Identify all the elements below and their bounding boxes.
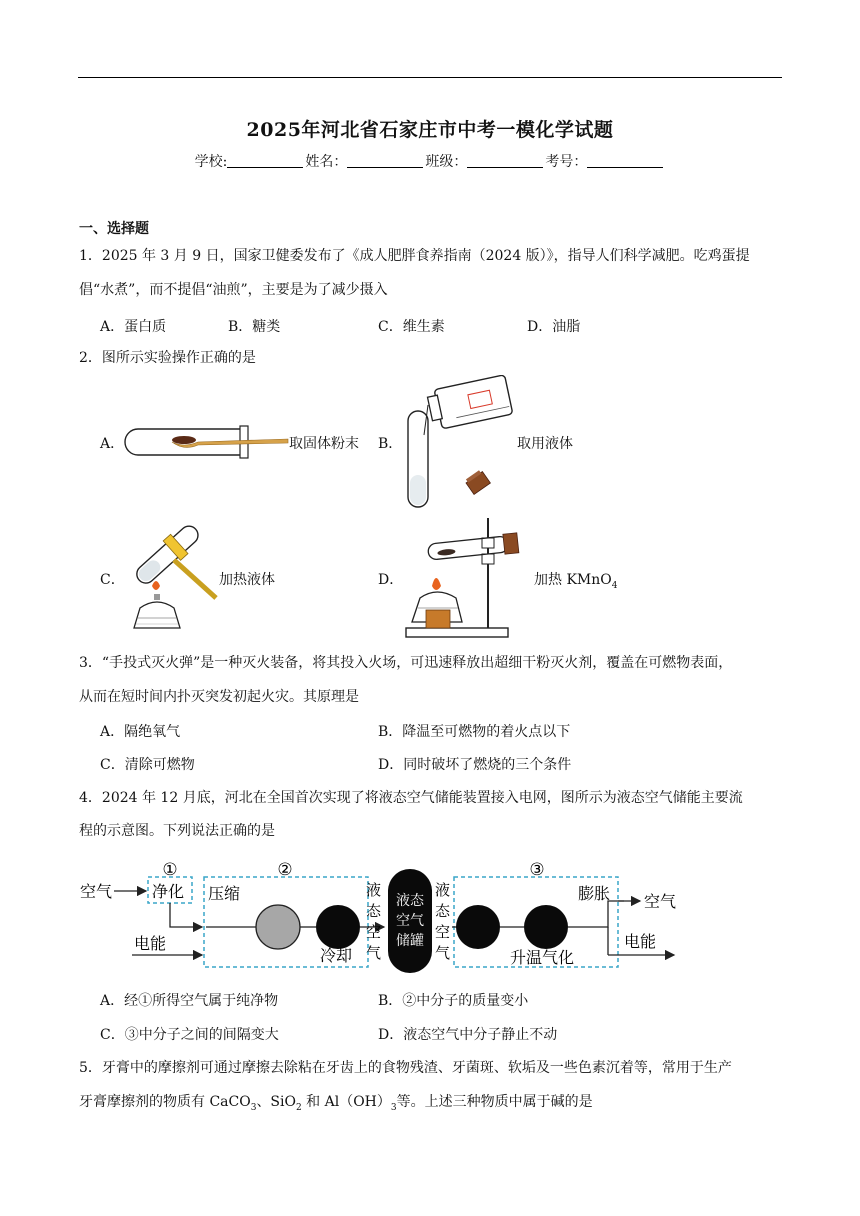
school-blank[interactable] (227, 154, 303, 168)
q3-option-d[interactable]: D．同时破坏了燃烧的三个条件 (378, 757, 572, 773)
q1-stem-line1: 1．2025 年 3 月 9 日，国家卫健委发布了《成人肥胖食养指南（2024 版）》，指导人们科学减肥。吃鸡蛋提 (79, 248, 750, 264)
class-blank[interactable] (467, 154, 543, 168)
exam-number-label: 考号： (545, 154, 588, 170)
q4-option-a[interactable]: A．经①所得空气属于纯净物 (100, 993, 279, 1009)
q1-option-a[interactable]: A．蛋白质 (100, 319, 167, 335)
purify-label: 净化 (152, 882, 185, 901)
q1-option-c[interactable]: C．维生素 (378, 319, 445, 335)
diagram-label-1: ① (162, 860, 178, 880)
class-label: 班级： (425, 154, 468, 170)
diagram-label-3: ③ (529, 860, 545, 880)
q5-text-a: 牙膏摩擦剂的物质有 CaCO (79, 1094, 251, 1110)
q2-image-a-test-tube-powder (120, 420, 290, 464)
q5-text-d: 等。上述三种物质中属于碱的是 (396, 1094, 593, 1110)
section-title: 一、选择题 (79, 221, 149, 237)
q3-option-a[interactable]: A．隔绝氧气 (100, 724, 181, 740)
q2-option-a-caption: 取固体粉末 (289, 436, 359, 452)
q2-option-d-caption-sub: 4 (611, 580, 618, 591)
q2-option-c-letter[interactable]: C． (100, 572, 125, 588)
liquid-air-right-3: 空 (435, 923, 451, 941)
q2-option-d-caption (534, 569, 617, 591)
q4-stem-line2: 程的示意图。下列说法正确的是 (79, 823, 275, 839)
q5-text-c: 和 Al（OH） (301, 1094, 391, 1110)
q5-sub-2: 2 (295, 1102, 302, 1113)
liquid-air-left-3: 空 (366, 923, 382, 941)
q5-stem-line1: 5．牙膏中的摩擦剂可通过摩擦去除粘在牙齿上的食物残渣、牙菌斑、软垢及一些色素沉着等，常用于生产 (79, 1060, 732, 1076)
tank-label-1: 液态 (396, 893, 424, 909)
q4-stem-line1: 4．2024 年 12 月底，河北在全国首次实现了将液态空气储能装置接入电网，图所示为液态空气储能主要流 (79, 790, 743, 806)
liquid-air-left-4: 气 (366, 944, 382, 962)
q2-option-b-caption: 取用液体 (517, 436, 573, 452)
q2-option-d-letter[interactable]: D． (378, 572, 404, 588)
header-rule (78, 77, 782, 78)
q2-stem: 2．图所示实验操作正确的是 (79, 350, 256, 366)
liquid-air-left-2: 态 (366, 902, 382, 920)
air-in-label: 空气 (80, 882, 113, 901)
exam-number-blank[interactable] (587, 154, 663, 168)
q3-stem-line2: 从而在短时间内扑灭突发初起火灾。其原理是 (79, 689, 359, 705)
q1-option-d[interactable]: D．油脂 (527, 319, 581, 335)
q3-option-c[interactable]: C．清除可燃物 (100, 757, 195, 773)
q2-image-b-pour-liquid (398, 375, 518, 515)
q2-option-c-caption: 加热液体 (219, 572, 275, 588)
liquid-air-right-2: 态 (435, 902, 451, 920)
q4-option-b[interactable]: B．②中分子的质量变小 (378, 993, 529, 1009)
q5-text-b: 、SiO (256, 1094, 296, 1110)
q5-sub-1: 3 (250, 1102, 257, 1113)
diagram-label-2: ② (277, 860, 293, 880)
q3-option-b[interactable]: B．降温至可燃物的着火点以下 (378, 724, 571, 740)
power-in-label: 电能 (134, 934, 167, 953)
cool-label: 冷却 (320, 946, 353, 965)
liquid-air-right-1: 液 (435, 881, 451, 899)
q2-option-d-caption-text: 加热 KMnO (534, 572, 612, 588)
school-label: 学校: (194, 154, 228, 170)
q2-option-a-letter[interactable]: A． (100, 436, 125, 452)
q1-stem-line2: 倡“水煮”，而不提倡“油煎”，主要是为了减少摄入 (79, 282, 388, 298)
liquid-air-left-1: 液 (366, 881, 382, 899)
tank-label-2: 空气 (396, 913, 424, 929)
q2-option-b-letter[interactable]: B． (378, 436, 403, 452)
q4-option-c[interactable]: C．③中分子之间的间隔变大 (100, 1027, 279, 1043)
student-info-row (0, 151, 860, 171)
compressor-circle (256, 905, 300, 949)
q4-option-d[interactable]: D．液态空气中分子静止不动 (378, 1027, 558, 1043)
liquid-air-right-4: 气 (435, 944, 451, 962)
name-blank[interactable] (347, 154, 423, 168)
compress-label: 压缩 (208, 884, 241, 903)
q2-image-c-heat-liquid (118, 520, 228, 632)
q5-stem-line2 (79, 1092, 593, 1118)
expand-label: 膨胀 (578, 884, 611, 903)
page-title: 2025年河北省石家庄市中考一模化学试题 (246, 119, 614, 141)
power-out-label: 电能 (624, 932, 657, 951)
expander-circle (524, 905, 568, 949)
heat-gasify-label: 升温气化 (510, 948, 575, 967)
heater-circle (456, 905, 500, 949)
q5-sub-3: 3 (390, 1102, 397, 1113)
tank-label-3: 储罐 (396, 933, 424, 949)
q4-liquid-air-flow-diagram (78, 855, 682, 977)
name-label: 姓名： (305, 154, 348, 170)
q1-option-b[interactable]: B．糖类 (228, 319, 281, 335)
air-out-label: 空气 (644, 892, 677, 911)
q2-image-d-heat-kmno4 (398, 512, 530, 640)
cooler-circle (316, 905, 360, 949)
q3-stem-line1: 3．“手投式灭火弹”是一种灭火装备，将其投入火场，可迅速释放出超细干粉灭火剂，覆盖在可燃物表面， (79, 655, 733, 671)
